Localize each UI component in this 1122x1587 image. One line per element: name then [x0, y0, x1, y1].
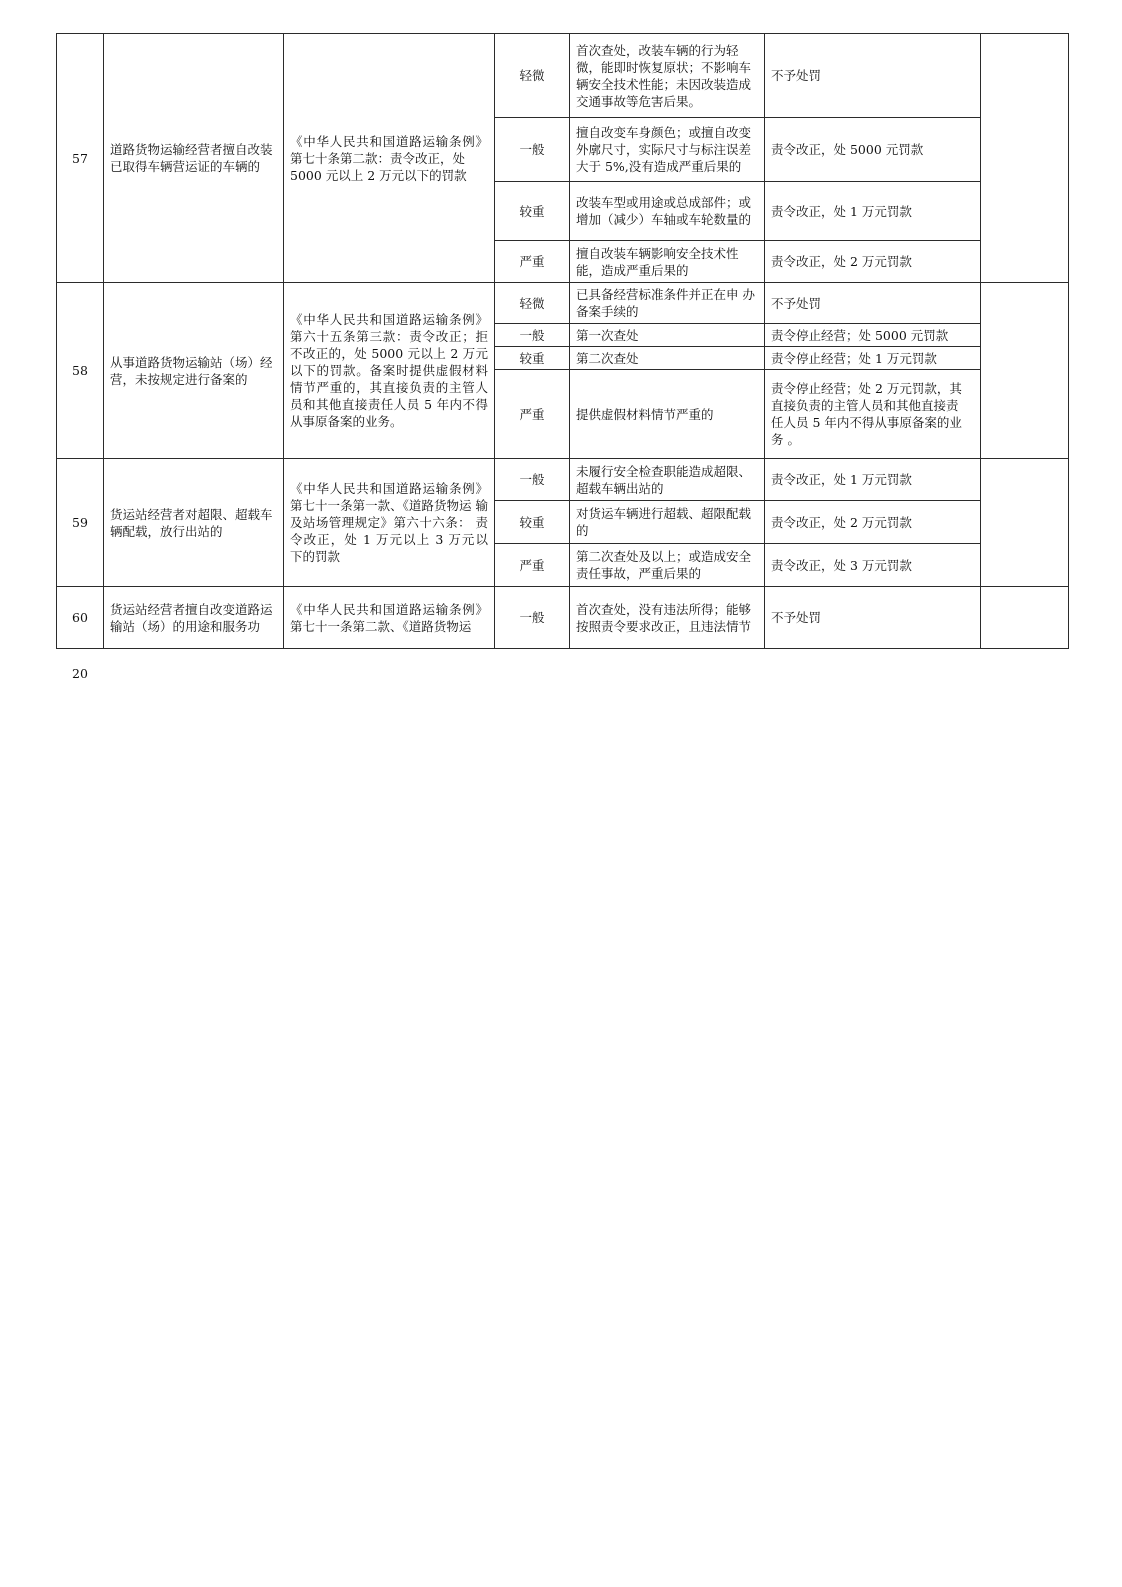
penalty-result: 责令改正，处 1 万元罚款	[765, 459, 981, 501]
circumstance: 擅自改变车身颜色；或擅自改变外廓尺寸，实际尺寸与标注误差大于 5%,没有造成严重后果的	[570, 118, 765, 182]
remarks-cell	[981, 459, 1069, 587]
remarks-cell	[981, 34, 1069, 283]
severity-level: 严重	[495, 370, 570, 459]
penalty-result: 责令停止经营；处 5000 元罚款	[765, 324, 981, 347]
table-row	[57, 283, 1069, 324]
severity-level: 轻微	[495, 283, 570, 324]
severity-level: 较重	[495, 182, 570, 241]
circumstance: 第二次查处	[570, 347, 765, 370]
table-row	[57, 34, 1069, 118]
penalty-result: 责令改正，处 1 万元罚款	[765, 182, 981, 241]
penalty-result: 不予处罚	[765, 283, 981, 324]
penalty-result: 责令改正，处 2 万元罚款	[765, 501, 981, 544]
severity-level: 严重	[495, 241, 570, 283]
severity-level: 一般	[495, 118, 570, 182]
circumstance: 擅自改装车辆影响安全技术性能，造成严重后果的	[570, 241, 765, 283]
circumstance: 第一次查处	[570, 324, 765, 347]
violation-description: 道路货物运输经营者擅自改装已取得车辆营运证的车辆的	[104, 34, 284, 283]
severity-level: 一般	[495, 587, 570, 649]
legal-basis: 《中华人民共和国道路运输条例》 第六十五条第三款：责令改正；拒 不改正的，处 5000 元以上 2 万元 以下的罚款。备案时提供虚假材料 情节严重的，其直接负责的主管人 员和其他直接责任人员 5 年内不得 从事原备案的业务。	[284, 283, 495, 459]
severity-level: 一般	[495, 459, 570, 501]
circumstance: 首次查处，没有违法所得；能够按照责令要求改正，且违法情节	[570, 587, 765, 649]
circumstance: 对货运车辆进行超载、超限配载的	[570, 501, 765, 544]
circumstance: 第二次查处及以上；或造成安全责任事故，严重后果的	[570, 544, 765, 587]
penalty-result: 责令改正，处 3 万元罚款	[765, 544, 981, 587]
table-row	[57, 459, 1069, 501]
penalty-standard-table	[56, 33, 1069, 649]
item-number: 58	[57, 283, 104, 459]
severity-level: 较重	[495, 501, 570, 544]
penalty-result: 责令改正，处 2 万元罚款	[765, 241, 981, 283]
severity-level: 较重	[495, 347, 570, 370]
violation-description: 货运站经营者对超限、超载车辆配载，放行出站的	[104, 459, 284, 587]
circumstance: 改装车型或用途或总成部件；或增加（减少）车轴或车轮数量的	[570, 182, 765, 241]
item-number: 57	[57, 34, 104, 283]
severity-level: 一般	[495, 324, 570, 347]
item-number: 59	[57, 459, 104, 587]
circumstance: 未履行安全检查职能造成超限、 超载车辆出站的	[570, 459, 765, 501]
penalty-result: 责令停止经营；处 2 万元罚款，其 直接负责的主管人员和其他直接责 任人员 5 年内不得从事原备案的业 务 。	[765, 370, 981, 459]
violation-description: 货运站经营者擅自改变道路运输站（场）的用途和服务功	[104, 587, 284, 649]
table-row	[57, 587, 1069, 649]
circumstance: 已具备经营标准条件并正在申 办备案手续的	[570, 283, 765, 324]
item-number: 60	[57, 587, 104, 649]
page-number: 20	[72, 666, 88, 681]
penalty-result: 不予处罚	[765, 34, 981, 118]
penalty-result: 责令改正，处 5000 元罚款	[765, 118, 981, 182]
circumstance: 提供虚假材料情节严重的	[570, 370, 765, 459]
legal-basis: 《中华人民共和国道路运输条例》 第七十条第二款：责令改正，处 5000 元以上 2 万元以下的罚款	[284, 34, 495, 283]
violation-description: 从事道路货物运输站（场）经 营，未按规定进行备案的	[104, 283, 284, 459]
remarks-cell	[981, 283, 1069, 459]
penalty-result: 不予处罚	[765, 587, 981, 649]
penalty-result: 责令停止经营；处 1 万元罚款	[765, 347, 981, 370]
severity-level: 严重	[495, 544, 570, 587]
severity-level: 轻微	[495, 34, 570, 118]
circumstance: 首次查处，改装车辆的行为轻微，能即时恢复原状；不影响车辆安全技术性能；未因改装造成交通事故等危害后果。	[570, 34, 765, 118]
remarks-cell	[981, 587, 1069, 649]
legal-basis: 《中华人民共和国道路运输条例》 第七十一条第一款、《道路货物运 输及站场管理规定》第六十六条： 责令改正，处 1 万元以上 3 万元以 下的罚款	[284, 459, 495, 587]
legal-basis: 《中华人民共和国道路运输条例》第七十一条第二款、《道路货物运	[284, 587, 495, 649]
